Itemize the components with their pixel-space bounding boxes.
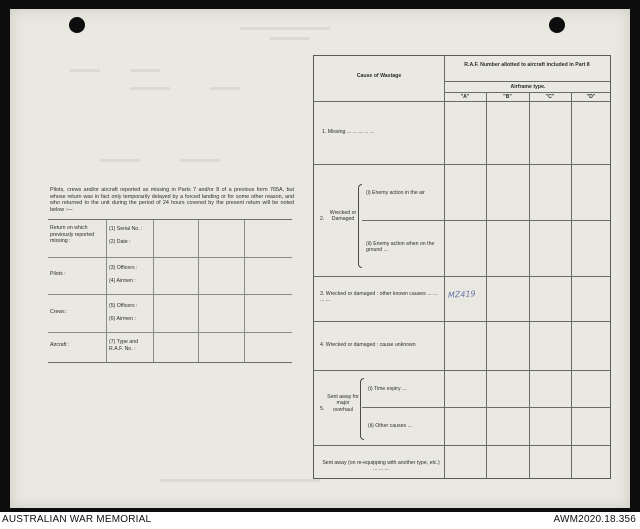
field-crew-officers: (5) Officers : xyxy=(109,303,138,309)
field-crew-airmen: (6) Airmen : xyxy=(109,316,136,322)
punch-hole-left xyxy=(69,17,85,33)
row-label-pilots: Pilots : xyxy=(50,271,66,277)
row-wrecked-damaged-label: Wrecked or Damaged xyxy=(329,210,357,223)
header-airframe-type: Airframe type. xyxy=(510,84,546,90)
row-5-number: 5. xyxy=(320,406,325,412)
row-label-crews: Crews : xyxy=(50,309,68,315)
brace-wrecked xyxy=(358,184,362,268)
row-other-causes: (ii) Other causes ... xyxy=(368,423,412,429)
col-type-a: "A" xyxy=(460,94,470,100)
brace-overhaul xyxy=(360,378,364,440)
row-enemy-ground: (ii) Enemy action when on the ground ... xyxy=(366,241,435,254)
row-cause-unknown: 4. Wrecked or damaged : cause unknown xyxy=(320,342,416,348)
wastage-table xyxy=(313,55,611,479)
row-enemy-air: (i) Enemy action in the air xyxy=(366,190,425,196)
handwritten-serial: MZ419 xyxy=(447,289,476,300)
footer-accession-number: AWM2020.18.356 xyxy=(553,514,636,525)
footer-institution: AUSTRALIAN WAR MEMORIAL xyxy=(2,514,152,525)
intro-paragraph: Pilots, crews and/or aircraft reported as missing in Parts 7 and/or 8 of a previous form 765A, but whose return was in fact only temporarily delayed by a forced landing or for some other reason, and who returned to the unit during the period of 24 hours covered by the present return will be noted below :— xyxy=(50,187,294,213)
col-type-d: "D" xyxy=(586,94,596,100)
row-major-overhaul-label: Sent away for major overhaul xyxy=(327,394,359,413)
field-pilot-officers: (3) Officers : xyxy=(109,265,138,271)
returned-personnel-table xyxy=(48,219,292,363)
header-raf-number: R.A.F. Number allotted to aircraft included in Part 8 xyxy=(464,62,590,68)
field-serial-no: (1) Serial No. : xyxy=(109,226,143,232)
col-type-c: "C" xyxy=(545,94,555,100)
row-2-number: 2. xyxy=(320,216,325,222)
col-type-b: "B" xyxy=(503,94,512,100)
row-time-expiry: (i) Time expiry ... xyxy=(368,386,407,392)
field-pilot-airmen: (4) Airmen : xyxy=(109,278,136,284)
row-label-return: Return on which previously reported missing : xyxy=(50,225,95,244)
field-type-raf-no: (7) Type and R.A.F. No. : xyxy=(109,339,139,352)
row-label-aircraft: Aircraft : xyxy=(50,342,70,348)
field-date: (2) Date : xyxy=(109,239,131,245)
row-re-equipping: Sent away (on re-equipping with another type, etc.) ... ... ... xyxy=(322,460,440,473)
header-cause-of-wastage: Cause of Wastage xyxy=(356,73,402,79)
punch-hole-right xyxy=(549,17,565,33)
row-missing: 1. Missing ... ... ... ... ... xyxy=(322,129,375,135)
row-other-known-causes: 3. Wrecked or damaged : other known causes ... ... ... ... xyxy=(320,291,438,304)
